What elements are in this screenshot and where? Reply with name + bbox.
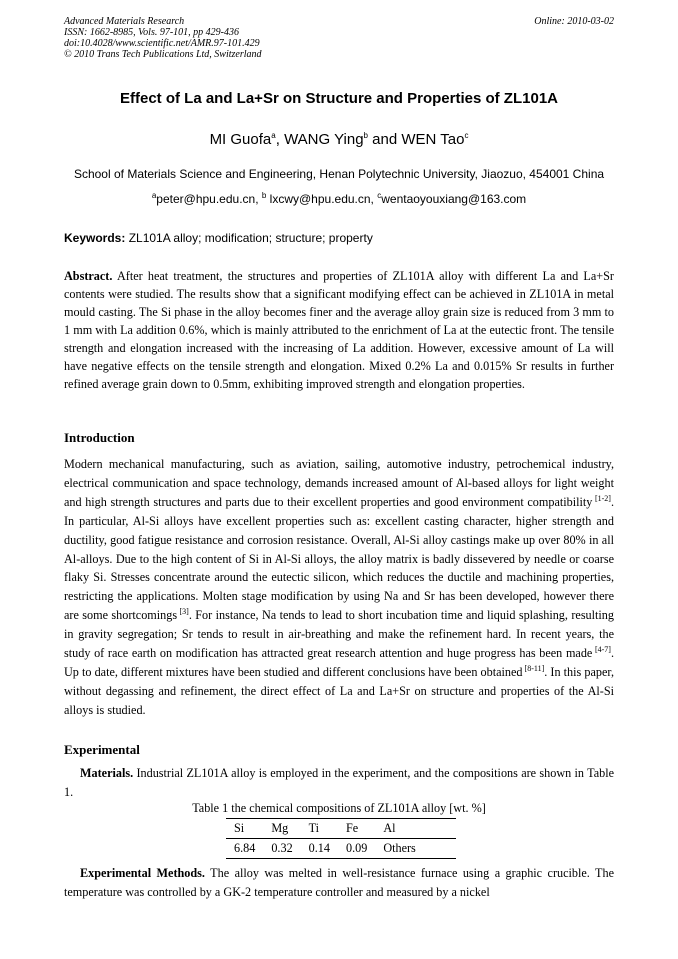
abstract	[64, 267, 614, 393]
methods-text: The alloy was melted in well-resistance furnace using a graphic crucible. The temperature was controlled by a GK-2 temperature controller and measured by a nickel	[64, 866, 615, 899]
table-header-cell: Si	[234, 821, 245, 835]
materials-text: Industrial ZL101A alloy is employed in the experiment, and the compositions are shown in Table 1.	[64, 766, 614, 799]
author-name: MI Guofa	[209, 131, 272, 148]
abstract-text: After heat treatment, the structures and properties of ZL101A alloy with different La and La+Sr contents were studied. The results show that a significant modifying effect can be achieved in ZL101A in metal mould casting. The Si phase in the alloy becomes finer and the average alloy grain size is reduced from 3 mm to 1 mm with La addition 0.6%, which is mainly attributed to the enrichment of La at the eutectic front. The tensile strength and elongation increased with the increasing of La addition. However, excessive amount of La will have negative effects on the tensile strength and elongation. Mixed 0.2% La and 0.015% Sr results in further refined average grain down to 0.5mm, exhibiting improved strength and elongation properties.	[64, 269, 614, 391]
intro-text: . Up to date, different mixtures have been studied and different conclusions have been obtained	[64, 646, 615, 679]
intro-text: . For instance, Na tends to lead to short incubation time and liquid splashing, resulting in gravity segregation; Sr tends to result in air-breathing and make the refinement hard. In recent years, the study of race earth on modification has attracted great research attention and huge progress has been made	[64, 608, 614, 661]
copyright-line: © 2010 Trans Tech Publications Ltd, Switzerland	[64, 49, 262, 60]
experimental-heading: Experimental	[64, 742, 140, 757]
doi-line: doi:10.4028/www.scientific.net/AMR.97-101.429	[64, 38, 260, 49]
citation-ref: [8-11]	[522, 663, 545, 673]
table-caption: Table 1 the chemical compositions of ZL101A alloy [wt. %]	[192, 801, 486, 815]
author-separator: and	[367, 131, 402, 148]
citation-ref: [4-7]	[592, 645, 611, 654]
keywords-text: ZL101A alloy; modification; structure; property	[125, 231, 373, 245]
keywords	[64, 231, 614, 245]
author-superscript: a	[271, 131, 276, 140]
abstract-label: Abstract.	[64, 269, 113, 283]
paper-title: Effect of La and La+Sr on Structure and Properties of ZL101A	[120, 90, 558, 107]
email-address: wentaoyouxiang@163.com	[381, 192, 527, 206]
author-name: WANG Ying	[284, 131, 364, 148]
author-superscript: c	[464, 131, 469, 140]
table-cell: 0.32	[271, 841, 293, 855]
email-list	[40, 192, 638, 206]
materials-paragraph	[64, 764, 614, 801]
methods-paragraph	[64, 864, 614, 901]
table-row	[226, 839, 456, 859]
methods-label: Experimental Methods.	[80, 866, 205, 880]
table-header-cell: Ti	[308, 821, 320, 835]
journal-name: Advanced Materials Research	[64, 16, 185, 27]
table-cell: 6.84	[234, 841, 256, 855]
author-superscript: b	[363, 131, 368, 140]
table-header-cell: Al	[383, 821, 396, 835]
table-cell: 0.09	[345, 841, 368, 855]
intro-text: . In this paper, without degassing and refinement, the direct effect of La and La+Sr on structure and properties of the Al-Si alloys is studied.	[64, 664, 614, 717]
citation-ref: [3]	[177, 607, 189, 617]
materials-label: Materials.	[80, 766, 134, 780]
email-superscript: b	[261, 191, 267, 200]
affiliation: School of Materials Science and Engineering, Henan Polytechnic University, Jiaozuo, 454001 China	[73, 167, 605, 181]
journal-header	[64, 16, 614, 60]
table-header-cell: Mg	[271, 821, 289, 835]
introduction-heading: Introduction	[64, 430, 135, 445]
table-header-row	[226, 819, 456, 839]
intro-text: . In particular, Al-Si alloys have excellent properties such as: excellent casting character, higher strength and ductility, good fatigue resistance and corrosion resistance. Overall, Al-Si alloy castings make up over 80% in all Al-alloys. Due to the high content of Si in Al-Si alloys, the alloy matrix is badly dissevered by needle or coarse flaky Si. Stresses concentrate around the eutectic silicon, which reduces the ductile and machining properties, restricting the applications. Molten stage modification by using Na and Sr has been developed, however there are some shortcomings	[64, 494, 614, 623]
email-superscript: a	[151, 191, 157, 200]
online-date: Online: 2010-03-02	[534, 16, 614, 27]
author-name: WEN Tao	[401, 131, 465, 148]
table-header-cell: Fe	[345, 821, 359, 835]
email-address: peter@hpu.edu.cn,	[156, 192, 262, 206]
keywords-label: Keywords:	[64, 231, 126, 245]
author-list	[40, 131, 638, 148]
intro-text: Modern mechanical manufacturing, such as aviation, sailing, automotive industry, petrochemical industry, electrical communication and space technology, demands increased amount of Al-based alloys for light weight and high strength structures and parts due to their excellent properties and good environment compatibility	[64, 457, 614, 509]
table-cell: Others	[383, 841, 416, 855]
email-address: lxcwy@hpu.edu.cn,	[266, 192, 378, 206]
citation-ref: [1-2]	[592, 493, 611, 503]
issn-line: ISSN: 1662-8985, Vols. 97-101, pp 429-436	[64, 27, 239, 38]
composition-table	[226, 818, 456, 859]
table-cell: 0.14	[308, 841, 330, 855]
introduction-body	[64, 455, 614, 720]
email-superscript: c	[377, 191, 382, 200]
author-separator: ,	[275, 131, 285, 148]
